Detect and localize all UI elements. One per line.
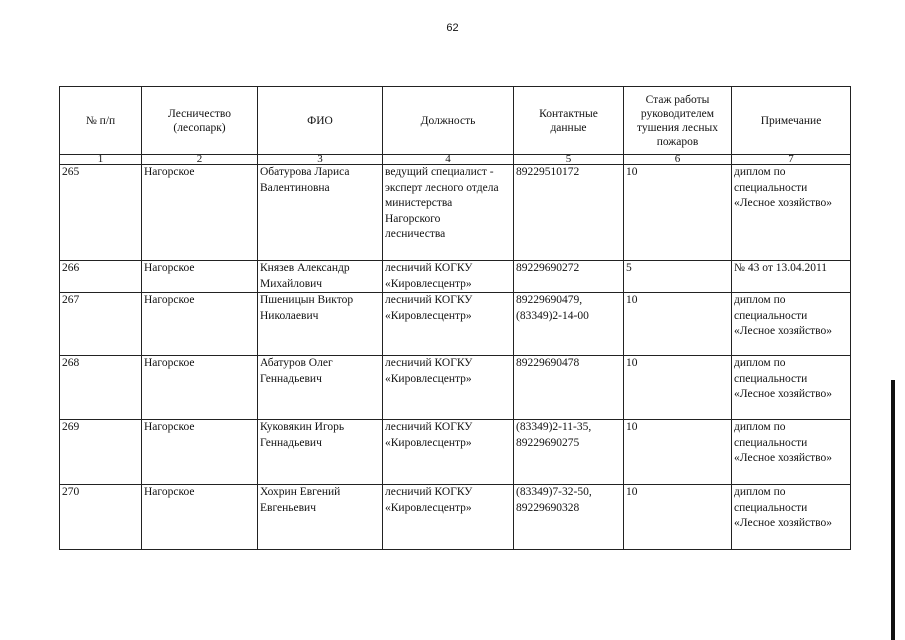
row-position: лесничий КОГКУ «Кировлесцентр» <box>383 293 514 356</box>
row-name: Пшеницын Виктор Николаевич <box>258 293 383 356</box>
row-forestry: Нагорское <box>142 485 258 550</box>
table-row <box>60 485 851 550</box>
table-row <box>60 261 851 293</box>
column-number: 3 <box>258 155 383 165</box>
row-position: лесничий КОГКУ «Кировлесцентр» <box>383 420 514 485</box>
row-position: лесничий КОГКУ «Кировлесцентр» <box>383 485 514 550</box>
header-position: Должность <box>383 87 514 155</box>
page-number: 62 <box>446 22 459 34</box>
header-contacts: Контактные данные <box>514 87 624 155</box>
row-position: лесничий КОГКУ «Кировлесцентр» <box>383 356 514 420</box>
row-forestry: Нагорское <box>142 293 258 356</box>
row-num: 267 <box>60 293 142 356</box>
row-note: диплом по специальности «Лесное хозяйство» <box>732 420 851 485</box>
row-experience: 10 <box>624 420 732 485</box>
row-contacts: 89229690479, (83349)2-14-00 <box>514 293 624 356</box>
row-note: диплом по специальности «Лесное хозяйство» <box>732 356 851 420</box>
scan-edge-bar <box>891 380 895 640</box>
header-note: Примечание <box>732 87 851 155</box>
row-name: Хохрин Евгений Евгеньевич <box>258 485 383 550</box>
row-name: Куковякин Игорь Геннадьевич <box>258 420 383 485</box>
column-number: 7 <box>732 155 851 165</box>
column-number: 6 <box>624 155 732 165</box>
row-contacts: 89229510172 <box>514 165 624 261</box>
header-experience: Стаж работы руководителем тушения лесных пожаров <box>624 87 732 155</box>
row-experience: 5 <box>624 261 732 293</box>
row-name: Князев Александр Михайлович <box>258 261 383 293</box>
row-num: 269 <box>60 420 142 485</box>
row-note: диплом по специальности «Лесное хозяйство» <box>732 165 851 261</box>
row-num: 268 <box>60 356 142 420</box>
row-forestry: Нагорское <box>142 356 258 420</box>
table-row <box>60 356 851 420</box>
column-number-row <box>60 155 851 165</box>
row-note: № 43 от 13.04.2011 <box>732 261 851 293</box>
row-note: диплом по специальности «Лесное хозяйство» <box>732 293 851 356</box>
table-row <box>60 420 851 485</box>
header-name: ФИО <box>258 87 383 155</box>
row-contacts: (83349)2-11-35, 89229690275 <box>514 420 624 485</box>
row-num: 266 <box>60 261 142 293</box>
row-position: лесничий КОГКУ «Кировлесцентр» <box>383 261 514 293</box>
fire-managers-table <box>59 86 851 550</box>
row-forestry: Нагорское <box>142 420 258 485</box>
row-note: диплом по специальности «Лесное хозяйство» <box>732 485 851 550</box>
row-experience: 10 <box>624 293 732 356</box>
row-experience: 10 <box>624 356 732 420</box>
column-number: 5 <box>514 155 624 165</box>
row-contacts: 89229690478 <box>514 356 624 420</box>
row-name: Обатурова Лариса Валентиновна <box>258 165 383 261</box>
row-contacts: 89229690272 <box>514 261 624 293</box>
column-number: 4 <box>383 155 514 165</box>
header-num: № п/п <box>60 87 142 155</box>
header-row <box>60 87 851 155</box>
column-number: 2 <box>142 155 258 165</box>
column-number: 1 <box>60 155 142 165</box>
header-forestry: Лесничество (лесопарк) <box>142 87 258 155</box>
table-row <box>60 293 851 356</box>
row-position: ведущий специалист - эксперт лесного отдела министерства Нагорского лесничества <box>383 165 514 261</box>
row-contacts: (83349)7-32-50, 89229690328 <box>514 485 624 550</box>
row-experience: 10 <box>624 165 732 261</box>
row-name: Абатуров Олег Геннадьевич <box>258 356 383 420</box>
table-row <box>60 165 851 261</box>
row-forestry: Нагорское <box>142 165 258 261</box>
row-forestry: Нагорское <box>142 261 258 293</box>
row-num: 265 <box>60 165 142 261</box>
row-experience: 10 <box>624 485 732 550</box>
row-num: 270 <box>60 485 142 550</box>
